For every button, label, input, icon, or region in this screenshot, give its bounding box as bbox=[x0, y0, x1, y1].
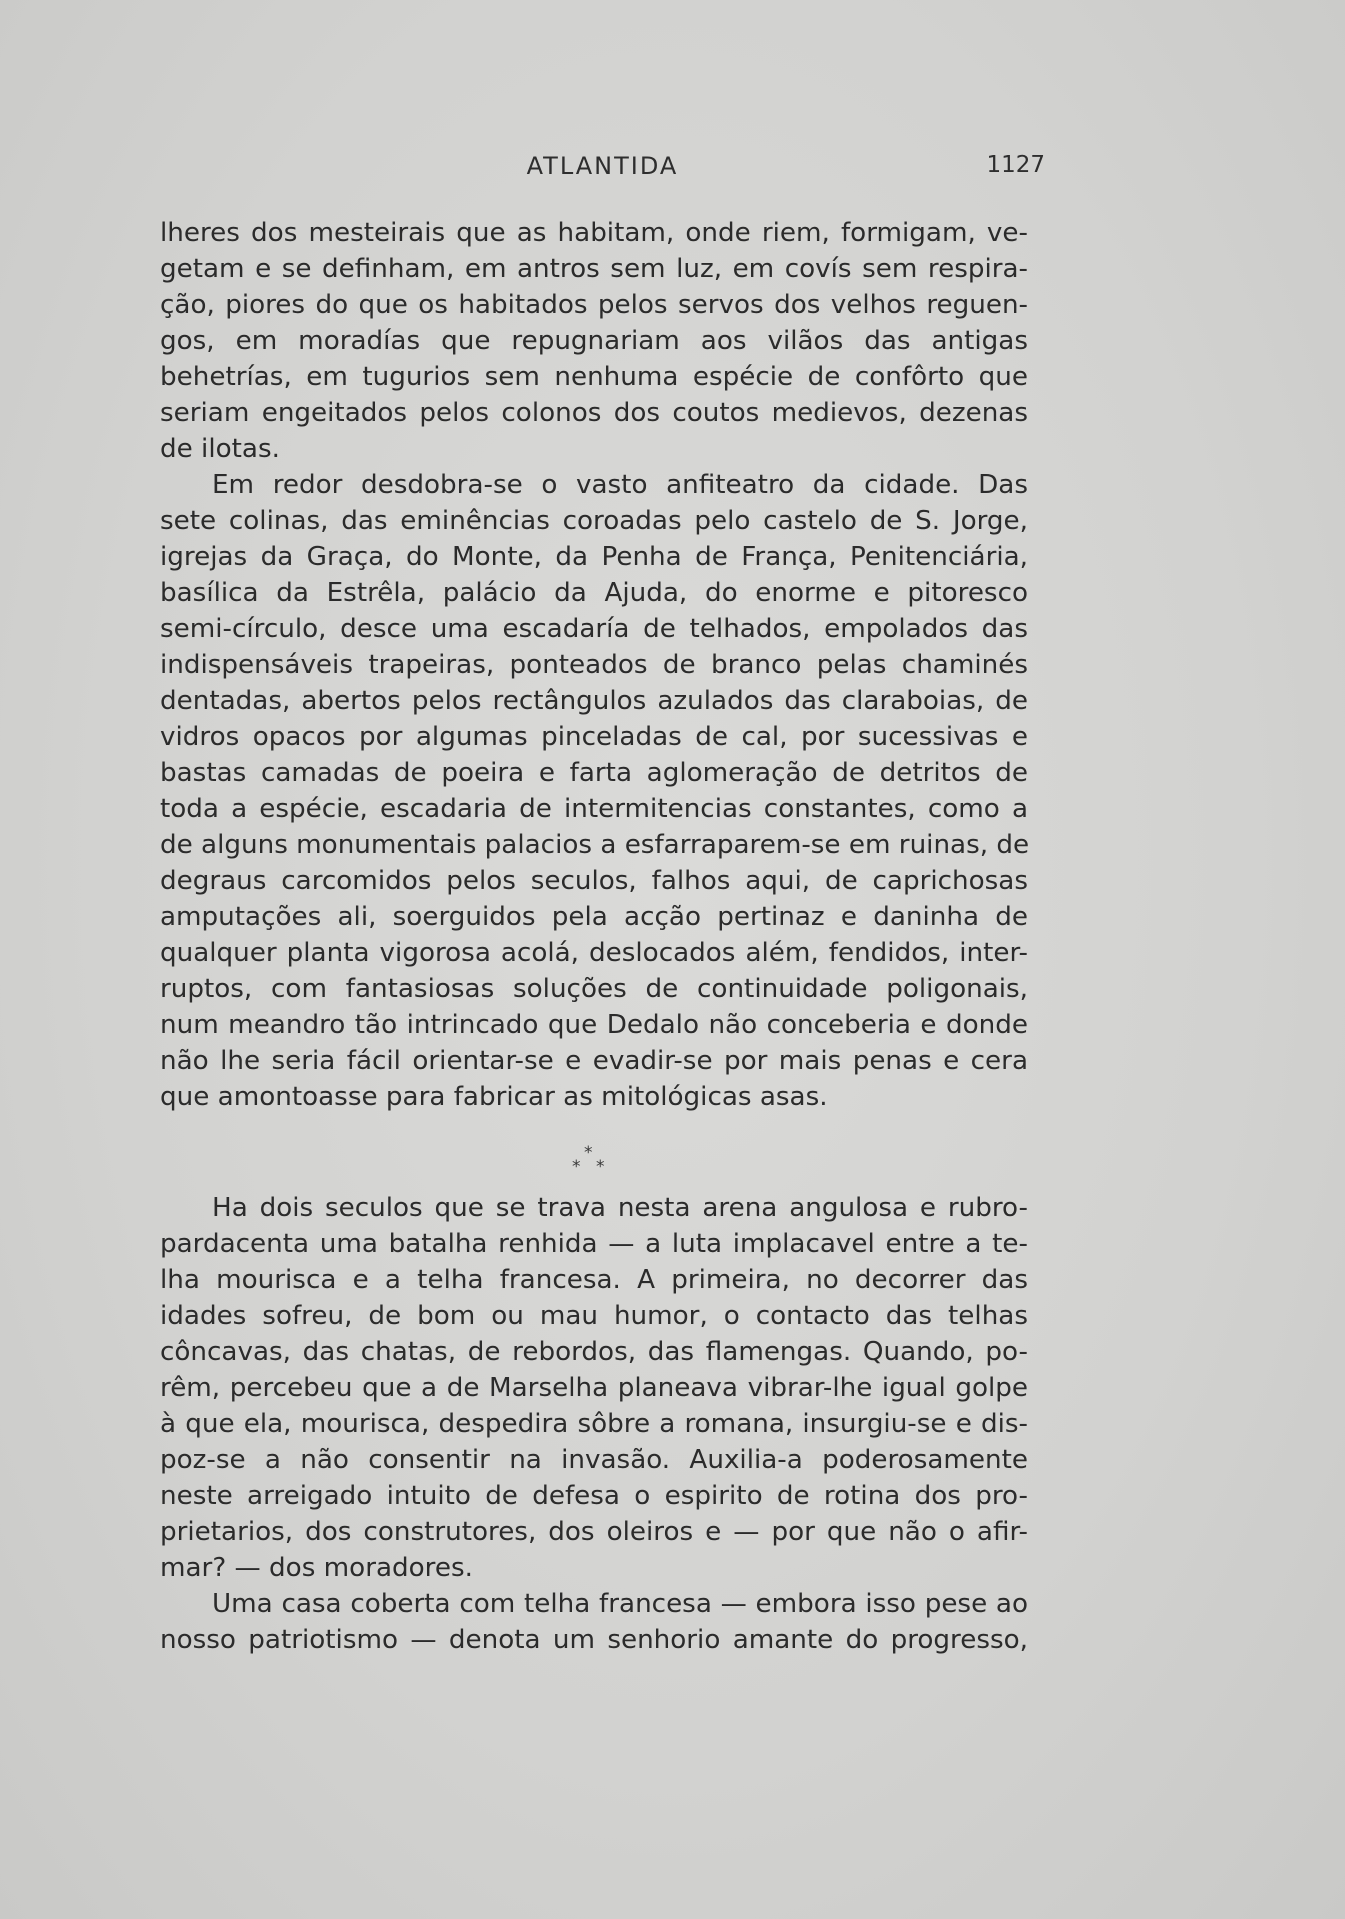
text-line: idades sofreu, de bom ou mau humor, o contacto das telhas bbox=[160, 1301, 1028, 1331]
text-line: degraus carcomidos pelos seculos, falhos aqui, de caprichosas bbox=[160, 866, 1028, 896]
text-line: getam e se definham, em antros sem luz, em covís sem respira- bbox=[160, 254, 1028, 284]
asterisk-top: * bbox=[584, 1143, 593, 1163]
asterisk-right: * bbox=[596, 1157, 605, 1177]
text-line: não lhe seria fácil orientar-se e evadir-se por mais penas e cera bbox=[160, 1046, 1028, 1076]
text-line: à que ela, mourisca, despedira sôbre a romana, insurgiu-se e dis- bbox=[160, 1409, 1028, 1439]
text-line: seriam engeitados pelos colonos dos coutos medievos, dezenas bbox=[160, 398, 1028, 428]
text-line: pardacenta uma batalha renhida — a luta implacavel entre a te- bbox=[160, 1229, 1028, 1259]
text-line: mar? — dos moradores. bbox=[160, 1553, 473, 1583]
text-line: que amontoasse para fabricar as mitológicas asas. bbox=[160, 1082, 828, 1112]
text-line: dentadas, abertos pelos rectângulos azulados das claraboias, de bbox=[160, 686, 1028, 716]
text-line: côncavas, das chatas, de rebordos, das flamengas. Quando, po- bbox=[160, 1337, 1028, 1367]
text-line: qualquer planta vigorosa acolá, deslocados além, fendidos, inter- bbox=[160, 938, 1028, 968]
text-line: basílica da Estrêla, palácio da Ajuda, do enorme e pitoresco bbox=[160, 578, 1028, 608]
text-line: semi-círculo, desce uma escadaría de telhados, empolados das bbox=[160, 614, 1028, 644]
text-line: nosso patriotismo — denota um senhorio amante do progresso, bbox=[160, 1625, 1028, 1655]
text-line: amputações ali, soerguidos pela acção pertinaz e daninha de bbox=[160, 902, 1028, 932]
text-line: sete colinas, das eminências coroadas pelo castelo de S. Jorge, bbox=[160, 506, 1028, 536]
running-head: ATLANTIDA bbox=[526, 152, 679, 180]
text-line: bastas camadas de poeira e farta aglomeração de detritos de bbox=[160, 758, 1028, 788]
text-line: neste arreigado intuito de defesa o espirito de rotina dos pro- bbox=[160, 1481, 1028, 1511]
text-line: num meandro tão intrincado que Dedalo não conceberia e donde bbox=[160, 1010, 1028, 1040]
text-line: gos, em moradías que repugnariam aos vilãos das antigas bbox=[160, 326, 1028, 356]
asterism-separator bbox=[560, 1143, 620, 1183]
text-line: rêm, percebeu que a de Marselha planeava vibrar-lhe igual golpe bbox=[160, 1373, 1028, 1403]
asterisk-left: * bbox=[572, 1157, 581, 1177]
text-line: de alguns monumentais palacios a esfarraparem-se em ruinas, de bbox=[160, 830, 1030, 860]
page-number: 1127 bbox=[986, 152, 1045, 178]
text-line: Em redor desdobra-se o vasto anfiteatro da cidade. Das bbox=[212, 470, 1028, 500]
paragraphs-section-2 bbox=[160, 1190, 1028, 1658]
text-line: vidros opacos por algumas pinceladas de cal, por sucessivas e bbox=[160, 722, 1028, 752]
text-line: ção, piores do que os habitados pelos servos dos velhos reguen- bbox=[160, 290, 1028, 320]
text-line: Ha dois seculos que se trava nesta arena angulosa e rubro- bbox=[212, 1193, 1028, 1223]
text-line: behetrías, em tugurios sem nenhuma espécie de confôrto que bbox=[160, 362, 1028, 392]
text-line: de ilotas. bbox=[160, 434, 280, 464]
text-line: poz-se a não consentir na invasão. Auxilia-a poderosamente bbox=[160, 1445, 1028, 1475]
text-line: Uma casa coberta com telha francesa — embora isso pese ao bbox=[212, 1589, 1028, 1619]
text-line: prietarios, dos construtores, dos oleiros e — por que não o afir- bbox=[160, 1517, 1028, 1547]
text-line: lheres dos mesteirais que as habitam, onde riem, formigam, ve- bbox=[160, 218, 1028, 248]
page-header bbox=[160, 152, 1045, 192]
text-line: igrejas da Graça, do Monte, da Penha de França, Penitenciária, bbox=[160, 542, 1028, 572]
text-line: lha mourisca e a telha francesa. A primeira, no decorrer das bbox=[160, 1265, 1028, 1295]
text-line: toda a espécie, escadaria de intermitencias constantes, como a bbox=[160, 794, 1028, 824]
paragraphs-section-1 bbox=[160, 215, 1028, 1115]
text-line: indispensáveis trapeiras, ponteados de branco pelas chaminés bbox=[160, 650, 1028, 680]
text-line: ruptos, com fantasiosas soluções de continuidade poligonais, bbox=[160, 974, 1028, 1004]
